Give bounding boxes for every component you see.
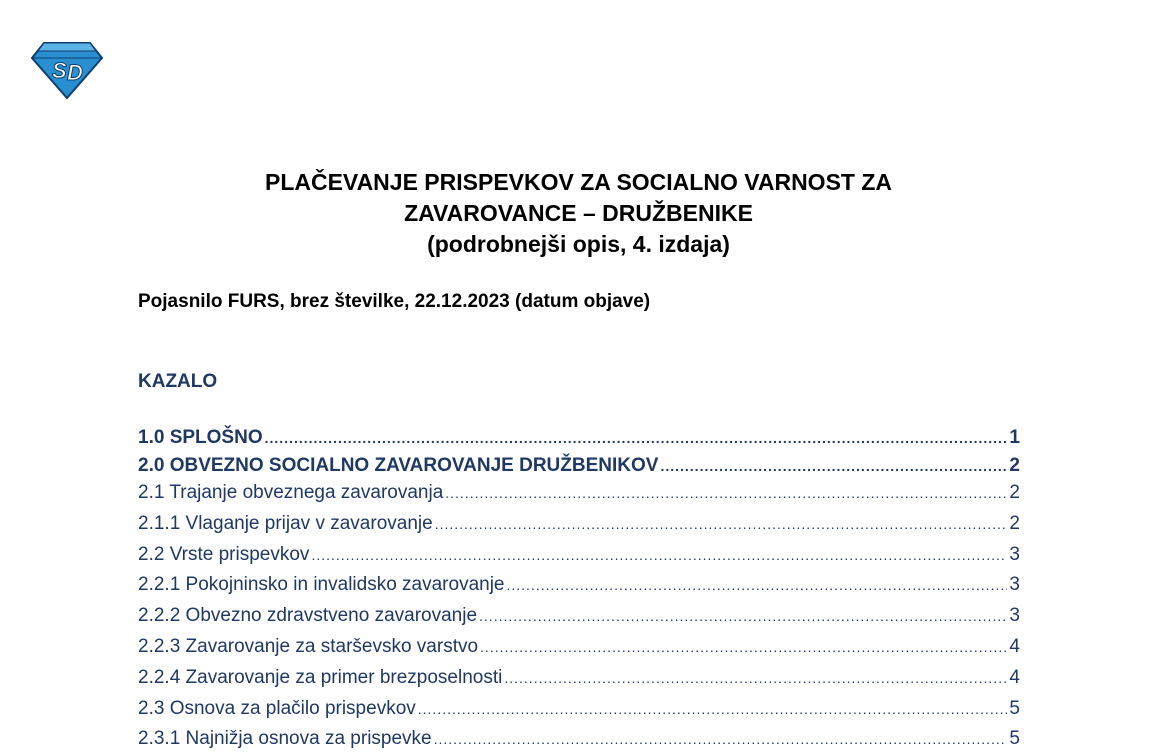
toc-entry[interactable] — [138, 541, 1020, 572]
toc-entry-label: 1.0 SPLOŠNO — [138, 427, 263, 448]
toc-entry-page: 4 — [1009, 666, 1020, 688]
toc-entry-page: 3 — [1009, 605, 1020, 627]
svg-text:S: S — [52, 58, 67, 83]
title-line-1: PLAČEVANJE PRISPEVKOV ZA SOCIALNO VARNOST ZA — [264, 169, 893, 195]
toc-dot-leader — [479, 602, 1007, 630]
toc-dot-leader — [418, 695, 1008, 723]
toc-entry-page: 1 — [1009, 427, 1020, 448]
document-title — [0, 167, 1157, 260]
toc-dot-leader — [265, 424, 1008, 452]
sd-diamond-logo — [30, 40, 104, 100]
toc-entry[interactable] — [138, 424, 1020, 452]
toc-entry-page: 2 — [1009, 482, 1020, 503]
toc-entry[interactable] — [138, 695, 1020, 726]
toc-dot-leader — [660, 452, 1007, 480]
toc-entry-label: 2.2.1 Pokojninsko in invalidsko zavarovanje — [138, 574, 505, 596]
toc-dot-leader — [434, 725, 1008, 753]
toc-entry-label: 2.3 Osnova za plačilo prispevkov — [138, 697, 416, 719]
toc-entry-page: 5 — [1009, 728, 1020, 750]
title-line-2: ZAVAROVANCE – DRUŽBENIKE — [404, 200, 753, 226]
toc-entry-label: 2.2 Vrste prispevkov — [138, 543, 310, 565]
svg-text:D: D — [67, 60, 83, 85]
toc-entry-label: 2.1 Trajanje obveznega zavarovanja — [138, 482, 444, 503]
toc-entry[interactable] — [138, 633, 1020, 664]
toc-dot-leader — [311, 541, 1007, 569]
toc-entry-page: 3 — [1009, 574, 1020, 596]
toc-dot-leader — [507, 571, 1008, 599]
toc-entry-page: 4 — [1009, 635, 1020, 657]
toc-entry[interactable] — [138, 664, 1020, 695]
toc-entry[interactable] — [138, 510, 1020, 541]
toc-entry[interactable] — [138, 725, 1020, 756]
toc-entry-page: 2 — [1009, 512, 1020, 534]
toc-dot-leader — [435, 510, 1008, 538]
toc-dot-leader — [480, 633, 1007, 661]
toc-entry-page: 5 — [1009, 697, 1020, 719]
toc-entry-label: 2.2.4 Zavarovanje za primer brezposelnosti — [138, 666, 503, 688]
toc-entry[interactable] — [138, 479, 1020, 510]
toc-entry-label: 2.1.1 Vlaganje prijav v zavarovanje — [138, 512, 433, 534]
toc-dot-leader — [445, 479, 1007, 507]
toc-entry-page: 3 — [1009, 543, 1020, 565]
toc-entry[interactable] — [138, 452, 1020, 480]
toc-heading: KAZALO — [138, 371, 218, 392]
toc-entry-label: 2.0 OBVEZNO SOCIALNO ZAVAROVANJE DRUŽBENIKOV — [138, 454, 659, 476]
source-line: Pojasnilo FURS, brez številke, 22.12.2023 (datum objave) — [138, 291, 651, 312]
toc-dot-leader — [504, 664, 1007, 692]
toc-entry-page: 2 — [1009, 454, 1020, 476]
table-of-contents — [138, 424, 1020, 756]
toc-entry-label: 2.2.3 Zavarovanje za starševsko varstvo — [138, 635, 479, 657]
toc-entry-label: 2.3.1 Najnižja osnova za prispevke — [138, 728, 432, 750]
toc-entry-label: 2.2.2 Obvezno zdravstveno zavarovanje — [138, 605, 478, 627]
title-line-3: (podrobnejši opis, 4. izdaja) — [427, 231, 730, 257]
toc-entry[interactable] — [138, 571, 1020, 602]
toc-entry[interactable] — [138, 602, 1020, 633]
